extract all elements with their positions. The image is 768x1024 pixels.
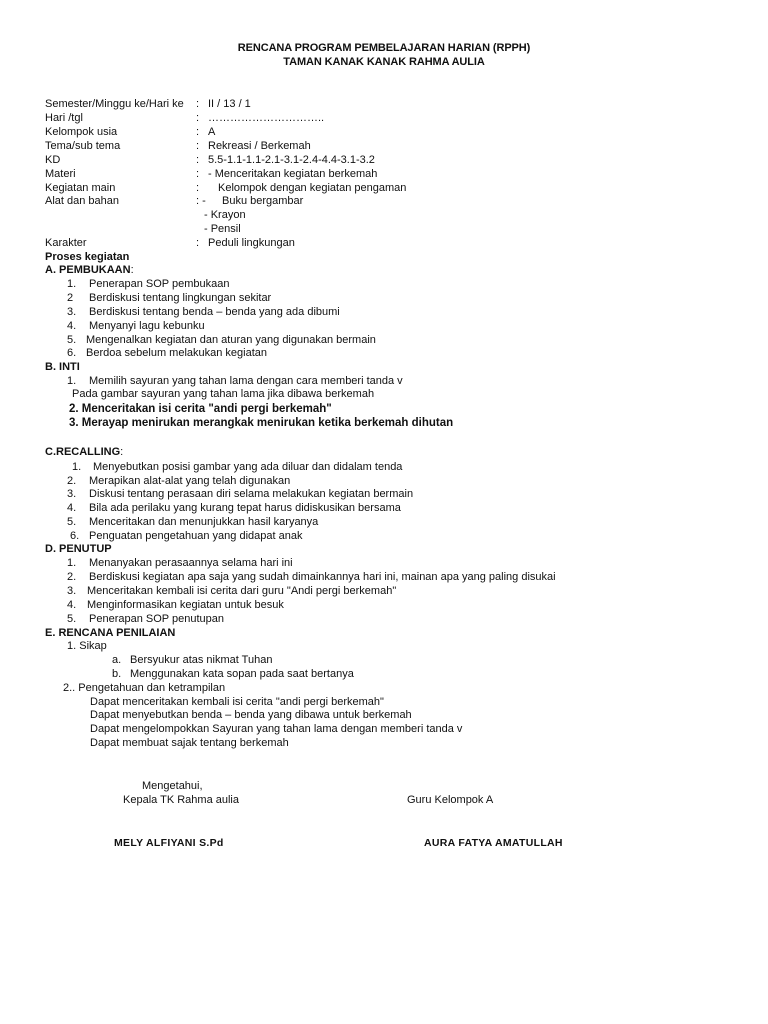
list-num: 4. bbox=[67, 599, 77, 611]
info-label: Kelompok usia bbox=[45, 126, 118, 138]
list-num: 5. bbox=[67, 334, 77, 346]
list-num: 2. bbox=[67, 571, 77, 583]
info-label: Materi bbox=[45, 168, 76, 180]
section-heading-text: A. PEMBUKAAN bbox=[45, 264, 131, 276]
list-item: Menyanyi lagu kebunku bbox=[89, 320, 205, 332]
info-label: Hari /tgl bbox=[45, 112, 83, 124]
list-item: Memilih sayuran yang tahan lama dengan cara memberi tanda v bbox=[89, 375, 403, 387]
section-heading-text: C.RECALLING bbox=[45, 446, 121, 458]
info-label: Kegiatan main bbox=[45, 182, 116, 194]
info-colon: : bbox=[196, 140, 200, 152]
info-colon: : - bbox=[196, 195, 206, 207]
list-item: Penerapan SOP pembukaan bbox=[89, 278, 230, 290]
list-num: 3. bbox=[67, 306, 77, 318]
guru-label: Guru Kelompok A bbox=[407, 794, 494, 806]
list-item: Menceritakan kembali isi cerita dari guru "Andi pergi berkemah" bbox=[87, 585, 397, 597]
section-heading: D. PENUTUP bbox=[45, 543, 112, 555]
info-label: Karakter bbox=[45, 237, 87, 249]
section-heading: E. RENCANA PENILAIAN bbox=[45, 627, 176, 639]
kepala-name: MELY ALFIYANI S.Pd bbox=[114, 837, 224, 849]
info-label: Semester/Minggu ke/Hari ke bbox=[45, 98, 184, 110]
alat-item: - Krayon bbox=[204, 209, 246, 221]
info-colon: : bbox=[196, 168, 200, 180]
list-item: Dapat membuat sajak tentang berkemah bbox=[90, 737, 289, 749]
subheading: 2.. Pengetahuan dan ketrampilan bbox=[63, 682, 226, 694]
section-heading: A. PEMBUKAAN: bbox=[45, 264, 134, 276]
list-item: Menginformasikan kegiatan untuk besuk bbox=[87, 599, 284, 611]
list-item: Menyebutkan posisi gambar yang ada diluar dan didalam tenda bbox=[93, 461, 403, 473]
info-colon: : bbox=[196, 112, 200, 124]
info-value: Peduli lingkungan bbox=[208, 237, 295, 249]
list-item: Bersyukur atas nikmat Tuhan bbox=[130, 654, 273, 666]
info-colon: : bbox=[196, 126, 200, 138]
list-num: 5. bbox=[67, 613, 77, 625]
list-num: 5. bbox=[67, 516, 77, 528]
info-label: Tema/sub tema bbox=[45, 140, 121, 152]
info-value: - Menceritakan kegiatan berkemah bbox=[208, 168, 378, 180]
document-title: RENCANA PROGRAM PEMBELAJARAN HARIAN (RPPH) bbox=[237, 42, 531, 54]
list-num: 3. bbox=[67, 585, 77, 597]
list-num: 1. bbox=[72, 461, 82, 473]
info-label: Alat dan bahan bbox=[45, 195, 120, 207]
list-item: Berdiskusi tentang lingkungan sekitar bbox=[89, 292, 272, 304]
list-num: b. bbox=[112, 668, 122, 680]
list-num: 6. bbox=[70, 530, 80, 542]
info-colon: : bbox=[196, 154, 200, 166]
list-num: 3. bbox=[67, 488, 77, 500]
list-item: Diskusi tentang perasaan diri selama melakukan kegiatan bermain bbox=[89, 488, 414, 500]
list-item: Dapat menceritakan kembali isi cerita "andi pergi berkemah" bbox=[90, 696, 384, 708]
list-num: 6. bbox=[67, 347, 77, 359]
info-value: II / 13 / 1 bbox=[208, 98, 251, 110]
info-value: Rekreasi / Berkemah bbox=[208, 140, 311, 152]
list-item: 3. Merayap menirukan merangkak menirukan ketika berkemah dihutan bbox=[69, 417, 454, 429]
info-label: KD bbox=[45, 154, 61, 166]
list-item: Menanyakan perasaannya selama hari ini bbox=[89, 557, 293, 569]
list-item: 2. Menceritakan isi cerita "andi pergi berkemah" bbox=[69, 403, 332, 415]
list-item: Dapat menyebutkan benda – benda yang dibawa untuk berkemah bbox=[90, 709, 412, 721]
list-num: 1. bbox=[67, 278, 77, 290]
list-item: Berdiskusi kegiatan apa saja yang sudah dimainkannya hari ini, mainan apa yang paling disukai bbox=[89, 571, 556, 583]
section-heading: C.RECALLING: bbox=[45, 446, 124, 458]
section-heading: B. INTI bbox=[45, 361, 80, 373]
list-item: Berdoa sebelum melakukan kegiatan bbox=[86, 347, 268, 359]
info-value: ………………………….. bbox=[208, 112, 325, 124]
info-value: 5.5-1.1-1.1-2.1-3.1-2.4-4.4-3.1-3.2 bbox=[208, 154, 375, 166]
list-item: Penerapan SOP penutupan bbox=[89, 613, 224, 625]
list-num: 1. bbox=[67, 375, 77, 387]
list-item: Merapikan alat-alat yang telah digunakan bbox=[89, 475, 291, 487]
list-num: 2. bbox=[67, 475, 77, 487]
list-item: Berdiskusi tentang benda – benda yang ada dibumi bbox=[89, 306, 340, 318]
school-name: TAMAN KANAK KANAK RAHMA AULIA bbox=[283, 56, 485, 68]
info-colon: : bbox=[196, 98, 200, 110]
subheading: 1. Sikap bbox=[67, 640, 107, 652]
info-colon: : bbox=[196, 237, 200, 249]
guru-name: AURA FATYA AMATULLAH bbox=[424, 837, 563, 849]
list-item: Penguatan pengetahuan yang didapat anak bbox=[89, 530, 303, 542]
list-num: 1. bbox=[67, 557, 77, 569]
list-item: Menceritakan dan menunjukkan hasil karyanya bbox=[89, 516, 319, 528]
mengetahui-label: Mengetahui, bbox=[142, 780, 203, 792]
info-colon: : bbox=[196, 182, 200, 194]
list-item: Dapat mengelompokkan Sayuran yang tahan lama dengan memberi tanda v bbox=[90, 723, 463, 735]
info-value: Buku bergambar bbox=[222, 195, 304, 207]
list-num: 4. bbox=[67, 502, 77, 514]
list-num: 4. bbox=[67, 320, 77, 332]
list-num: a. bbox=[112, 654, 122, 666]
list-num: 2 bbox=[67, 292, 74, 304]
list-item-continuation: Pada gambar sayuran yang tahan lama jika dibawa berkemah bbox=[72, 388, 375, 400]
list-item: Bila ada perilaku yang kurang tepat harus didiskusikan bersama bbox=[89, 502, 401, 514]
alat-item: - Pensil bbox=[204, 223, 241, 235]
list-item: Menggunakan kata sopan pada saat bertanya bbox=[130, 668, 354, 680]
info-value: Kelompok dengan kegiatan pengaman bbox=[218, 182, 407, 194]
kepala-label: Kepala TK Rahma aulia bbox=[123, 794, 239, 806]
info-value: A bbox=[208, 126, 216, 138]
list-item: Mengenalkan kegiatan dan aturan yang digunakan bermain bbox=[86, 334, 376, 346]
proses-heading: Proses kegiatan bbox=[45, 251, 130, 263]
